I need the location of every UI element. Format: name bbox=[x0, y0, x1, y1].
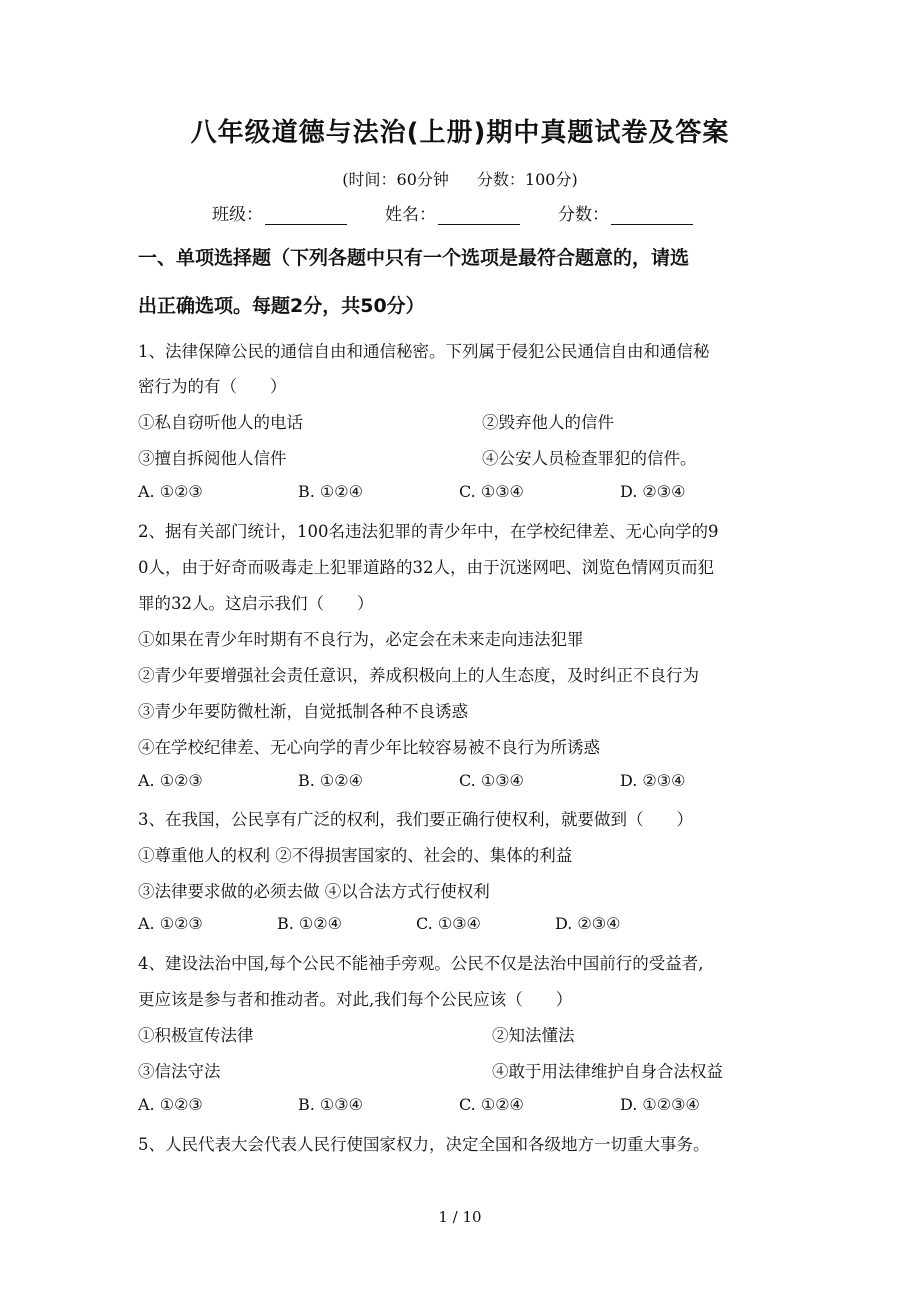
exam-total-score: 分数：100分) bbox=[476, 170, 578, 189]
exam-time: (时间：60分钟 bbox=[342, 170, 449, 189]
question-2-option-4: ④在学校纪律差、无心向学的青少年比较容易被不良行为所诱惑 bbox=[138, 738, 600, 757]
section-heading-line2: 出正确选项。每题2分，共50分） bbox=[138, 295, 425, 317]
question-4-stem-cont: 更应该是参与者和推动者。对此,我们每个公民应该（ ） bbox=[138, 990, 573, 1009]
class-field bbox=[212, 200, 347, 225]
question-4-option-1: ①积极宣传法律 bbox=[138, 1026, 254, 1045]
question-4-option-3: ③信法守法 bbox=[138, 1062, 221, 1081]
choice-b: B. ①②④ bbox=[298, 771, 363, 790]
section-heading-line1: 一、单项选择题（下列各题中只有一个选项是最符合题意的，请选 bbox=[138, 247, 690, 269]
question-3-options-3-4: ③法律要求做的必须去做 ④以合法方式行使权利 bbox=[138, 882, 490, 901]
question-3-stem: 3、在我国，公民享有广泛的权利，我们要正确行使权利，就要做到（ ） bbox=[138, 810, 693, 829]
score-label: 分数： bbox=[558, 205, 609, 225]
choice-d: D. ①②③④ bbox=[620, 1095, 700, 1114]
question-1-stem: 1、法律保障公民的通信自由和通信秘密。下列属于侵犯公民通信自由和通信秘 bbox=[138, 342, 710, 361]
question-3-options-1-2: ①尊重他人的权利 ②不得损害国家的、社会的、集体的利益 bbox=[138, 846, 573, 865]
choice-a: A. ①②③ bbox=[138, 482, 203, 501]
class-blank bbox=[265, 206, 347, 225]
choice-b: B. ①②④ bbox=[277, 914, 342, 933]
score-field bbox=[558, 200, 693, 225]
question-1-option-2: ②毁弃他人的信件 bbox=[482, 413, 614, 432]
question-4-stem: 4、建设法治中国,每个公民不能袖手旁观。公民不仅是法治中国前行的受益者, bbox=[138, 954, 704, 973]
question-2-option-1: ①如果在青少年时期有不良行为，必定会在未来走向违法犯罪 bbox=[138, 630, 584, 649]
choice-b: B. ①③④ bbox=[298, 1095, 363, 1114]
question-1-option-3: ③擅自拆阅他人信件 bbox=[138, 449, 287, 468]
question-4-option-4: ④敢于用法律维护自身合法权益 bbox=[492, 1062, 723, 1081]
choice-a: A. ①②③ bbox=[138, 914, 203, 933]
choice-d: D. ②③④ bbox=[555, 914, 621, 933]
student-info-line bbox=[212, 200, 693, 225]
choice-c: C. ①③④ bbox=[459, 771, 524, 790]
choice-d: D. ②③④ bbox=[620, 771, 686, 790]
score-blank bbox=[611, 206, 693, 225]
class-label: 班级： bbox=[212, 205, 263, 225]
page-title: 八年级道德与法治(上册)期中真题试卷及答案 bbox=[190, 118, 730, 148]
choice-a: A. ①②③ bbox=[138, 771, 203, 790]
name-blank bbox=[438, 206, 520, 225]
choice-c: C. ①③④ bbox=[459, 482, 524, 501]
question-2-option-2: ②青少年要增强社会责任意识，养成积极向上的人生态度，及时纠正不良行为 bbox=[138, 666, 699, 685]
page-number: 1 / 10 bbox=[438, 1208, 482, 1226]
question-2-stem-cont-2: 罪的32人。这启示我们（ ） bbox=[138, 594, 374, 613]
choice-a: A. ①②③ bbox=[138, 1095, 203, 1114]
question-2-option-3: ③青少年要防微杜渐，自觉抵制各种不良诱惑 bbox=[138, 702, 468, 721]
question-1-option-1: ①私自窃听他人的电话 bbox=[138, 413, 303, 432]
choice-d: D. ②③④ bbox=[620, 482, 686, 501]
choice-c: C. ①③④ bbox=[416, 914, 481, 933]
question-1-option-4: ④公安人员检查罪犯的信件。 bbox=[482, 449, 697, 468]
question-2-stem-cont: 0人，由于好奇而吸毒走上犯罪道路的32人，由于沉迷网吧、浏览色情网页而犯 bbox=[138, 558, 714, 577]
question-5-stem: 5、人民代表大会代表人民行使国家权力，决定全国和各级地方一切重大事务。 bbox=[138, 1135, 710, 1154]
exam-meta bbox=[0, 167, 920, 190]
choice-b: B. ①②④ bbox=[298, 482, 363, 501]
question-1-stem-cont: 密行为的有（ ） bbox=[138, 377, 287, 396]
name-label: 姓名： bbox=[385, 205, 436, 225]
question-2-stem: 2、据有关部门统计，100名违法犯罪的青少年中，在学校纪律差、无心向学的9 bbox=[138, 522, 719, 541]
name-field bbox=[385, 200, 520, 225]
choice-c: C. ①②④ bbox=[459, 1095, 524, 1114]
question-4-option-2: ②知法懂法 bbox=[492, 1026, 575, 1045]
